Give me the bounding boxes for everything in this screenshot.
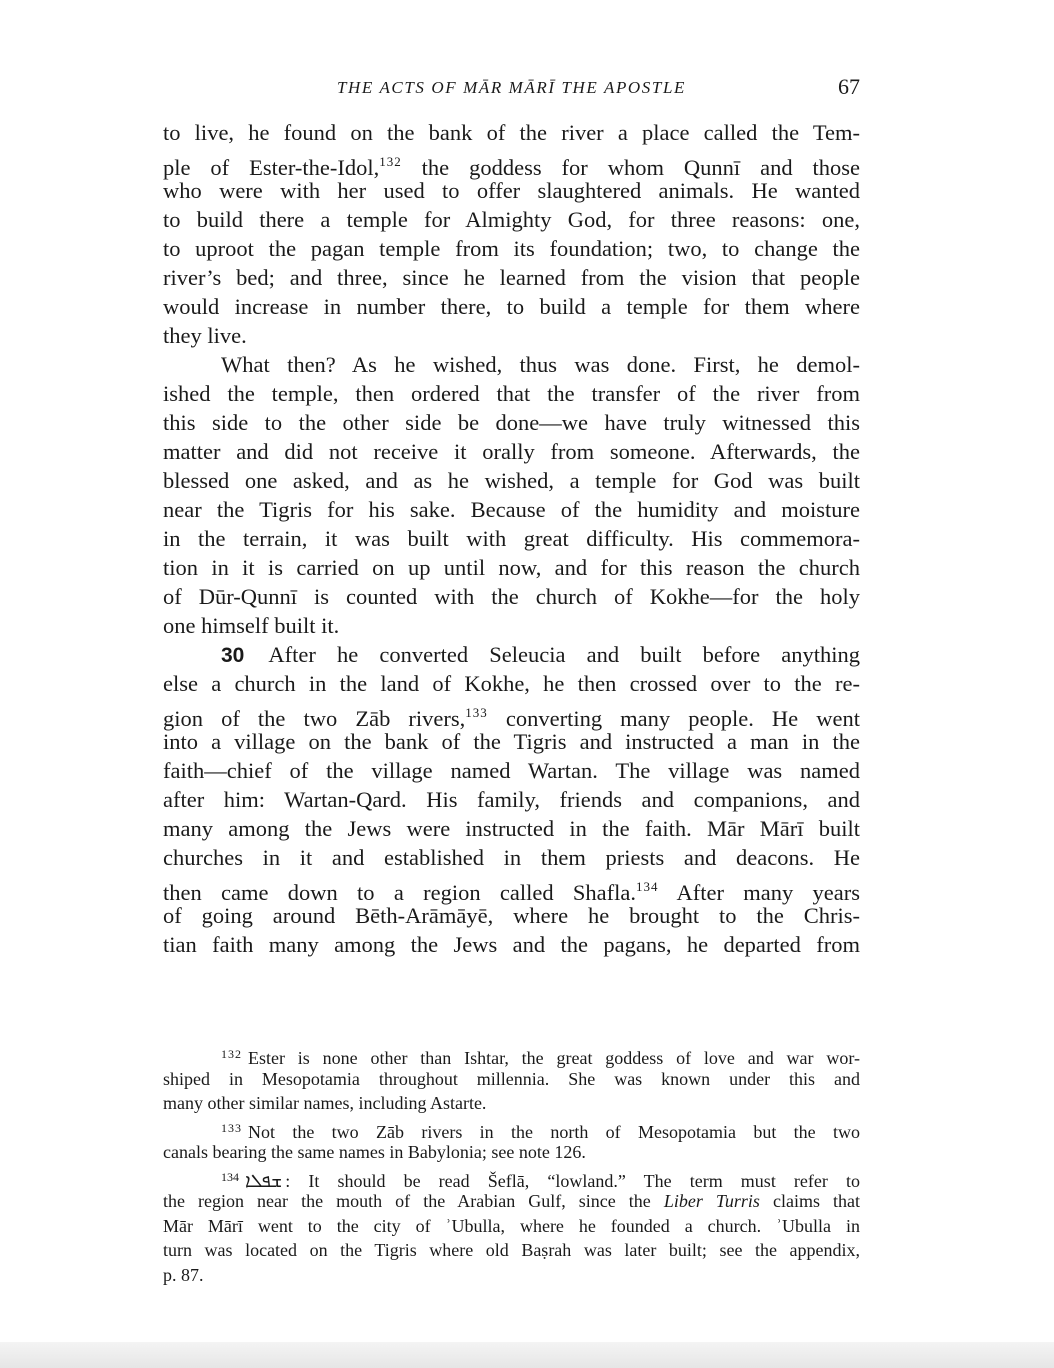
text-line: to build there a temple for Almighty God, for three reasons: one, [163, 207, 860, 232]
text-line: tian faith many among the Jews and the pagans, he departed from [163, 932, 860, 957]
footnote-number: 133 [221, 1120, 242, 1135]
page-edge-shade [0, 1342, 1054, 1368]
footnote-134-line: turn was located on the Tigris where old Baṣrah was later built; see the appendix, [163, 1240, 860, 1260]
text-line: faith—chief of the village named Wartan. The village was named [163, 758, 860, 783]
text-line: many among the Jews were instructed in the faith. Mār Mārī built [163, 816, 860, 841]
text-fragment: After many years [658, 880, 860, 905]
footnote-134-line [163, 1165, 860, 1190]
note-ref-132[interactable]: 132 [379, 154, 402, 169]
text-line: near the Tigris for his sake. Because of the humidity and moisture [163, 497, 860, 522]
text-line: would increase in number there, to build a temple for them where [163, 294, 860, 319]
text-line: blessed one asked, and as he wished, a temple for God was built [163, 468, 860, 493]
footnote-133-line: canals bearing the same names in Babylonia; see note 126. [163, 1142, 586, 1162]
footnotes [163, 1042, 860, 1287]
text-fragment: gion of the two Zāb rivers, [163, 706, 466, 731]
syriac-word: ܫܦܠܐ [245, 1169, 283, 1192]
footnote-text: claims that [759, 1191, 860, 1211]
text-line: tion in it is carried on up until now, and for this reason the church [163, 555, 860, 580]
note-ref-134[interactable]: 134 [635, 879, 659, 894]
text-line [163, 698, 860, 731]
body-text [163, 118, 860, 959]
text-line: after him: Wartan-Qard. His family, friends and companions, and [163, 787, 860, 812]
footnote-text: Not the two Zāb rivers in the north of Mesopotamia but the two [248, 1121, 860, 1142]
text-line: they live. [163, 323, 247, 348]
footnote-134-line: p. 87. [163, 1264, 204, 1285]
text-line: matter and did not receive it orally from someone. Afterwards, the [163, 439, 860, 464]
text-line: What then? As he wished, thus was done. First, he demol- [221, 352, 860, 377]
footnote-number: 132 [221, 1047, 242, 1061]
text-line [163, 640, 860, 669]
section-number: 30 [221, 644, 245, 667]
text-line [163, 147, 860, 180]
text-fragment: ple of Ester-the-Idol, [163, 155, 380, 180]
footnote-134-line [163, 1189, 860, 1214]
footnote-132-line [163, 1042, 860, 1067]
text-line: else a church in the land of Kokhe, he then crossed over to the re- [163, 671, 860, 696]
text-fragment: After he converted Seleucia and built before anything [268, 642, 860, 667]
footnote-132-line: shiped in Mesopotamia throughout millennia. She was known under this and [163, 1068, 860, 1089]
text-line: churches in it and established in them priests and deacons. He [163, 845, 860, 870]
text-line: river’s bed; and three, since he learned from the vision that people [163, 265, 860, 290]
text-line: of Dūr-Qunnī is counted with the church of Kokhe—for the holy [163, 584, 860, 609]
text-fragment: converting many people. He went [487, 706, 860, 731]
text-line: to uproot the pagan temple from its foundation; two, to change the [163, 236, 860, 261]
note-ref-133[interactable]: 133 [465, 705, 488, 720]
text-line: in the terrain, it was built with great difficulty. His commemora- [163, 526, 860, 551]
text-line: one himself built it. [163, 613, 340, 638]
footnote-text: : It should be read Šeflā, “lowland.” The term must refer to [285, 1170, 860, 1191]
text-line: who were with her used to offer slaughtered animals. He wanted [163, 178, 860, 203]
text-fragment: then came down to a region called Shafla. [163, 880, 636, 905]
text-line [163, 872, 860, 905]
footnote-134-line: Mār Mārī went to the city of ʾUbulla, where he founded a church. ʾUbulla in [163, 1215, 860, 1236]
footnote-text: Ester is none other than Ishtar, the great goddess of love and war wor- [248, 1048, 860, 1068]
text-line: this side to the other side be done—we have truly witnessed this [163, 410, 860, 435]
text-line: to live, he found on the bank of the river a place called the Tem- [163, 120, 860, 145]
footnote-132-line: many other similar names, including Astarte. [163, 1093, 487, 1113]
footnote-text: the region near the mouth of the Arabian Gulf, since the [163, 1191, 651, 1211]
text-line: into a village on the bank of the Tigris and instructed a man in the [163, 729, 860, 754]
footnote-number: 134 [221, 1169, 239, 1184]
text-line: of going around Bēth-Arāmāyē, where he brought to the Chris- [163, 903, 860, 928]
running-head [163, 74, 860, 104]
book-title: Liber Turris [663, 1191, 760, 1211]
page-number: 67 [838, 74, 860, 99]
running-title: THE ACTS OF MĀR MĀRĪ THE APOSTLE [336, 78, 686, 97]
text-line: ished the temple, then ordered that the transfer of the river from [163, 381, 860, 406]
footnote-133-line [163, 1116, 860, 1141]
text-fragment: the goddess for whom Qunnī and those [401, 155, 860, 180]
